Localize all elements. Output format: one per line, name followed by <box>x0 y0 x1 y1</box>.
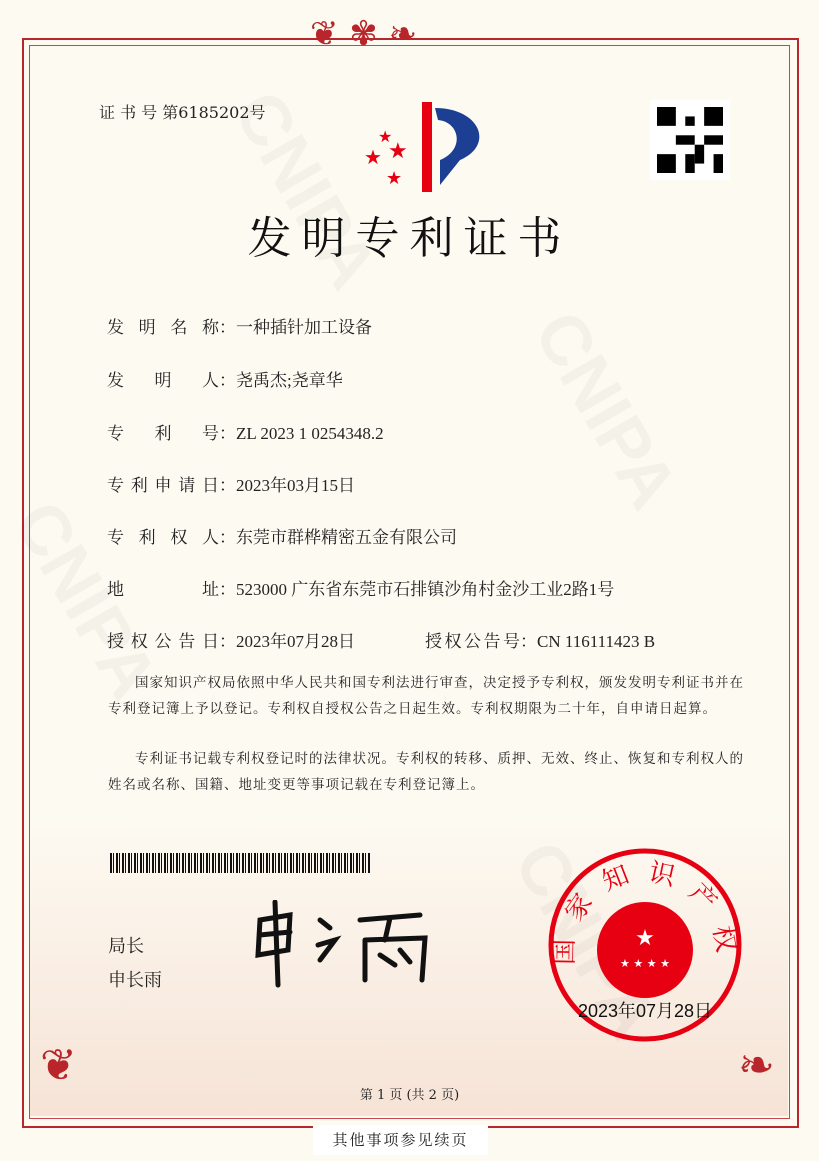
director-signature <box>250 900 440 994</box>
field-invention-name: 发明名称：一种插针加工设备 <box>107 313 372 338</box>
svg-text:★: ★ <box>388 139 408 164</box>
field-grant-number: 授权公告号：CN 116111423 B <box>425 627 655 652</box>
field-label: 地址 <box>107 580 219 600</box>
field-address: 地址：523000 广东省东莞市石排镇沙角村金沙工业2路1号 <box>107 575 614 600</box>
statement-paragraph: 专利证书记载专利权登记时的法律状况。专利权的转移、质押、无效、终止、恢复和专利权人的姓名或名称、国籍、地址变更等事项记载在专利登记簿上。 <box>108 751 744 793</box>
field-value: CN 116111423 B <box>537 632 656 651</box>
field-value: 2023年07月28日 <box>236 632 355 651</box>
qr-code[interactable] <box>650 100 730 180</box>
field-value: 东莞市群桦精密五金有限公司 <box>236 528 457 547</box>
field-label: 发明人 <box>107 371 219 391</box>
field-value: 523000 广东省东莞市石排镇沙角村金沙工业2路1号 <box>236 580 615 599</box>
field-label: 专利申请日 <box>107 476 219 496</box>
svg-text:★: ★ <box>378 127 393 146</box>
svg-text:★: ★ <box>386 168 403 189</box>
cnipa-logo-icon <box>360 100 490 199</box>
field-value: 2023年03月15日 <box>236 476 355 495</box>
field-patentee: 专利权人：东莞市群桦精密五金有限公司 <box>107 523 457 548</box>
field-grant-date: 授权公告日：2023年07月28日 <box>107 627 355 652</box>
director-name: 申长雨 <box>108 970 162 991</box>
field-label: 授权公告号 <box>425 632 520 652</box>
page-title: 发明专利证书 <box>247 213 572 264</box>
director-title: 局长 <box>108 936 144 957</box>
field-value: ZL 2023 1 0254348.2 <box>236 424 384 443</box>
svg-text:★: ★ <box>364 145 382 169</box>
field-value: 一种插针加工设备 <box>236 318 372 337</box>
corner-ornament-icon: ❧ <box>738 1040 775 1091</box>
seal-text: 国家知识产权 <box>549 857 741 966</box>
field-value: 尧禹杰;尧章华 <box>236 371 343 390</box>
top-ornament-icon: ❦ ✾ ❧ <box>310 14 418 54</box>
corner-ornament-icon: ❦ <box>40 1040 77 1091</box>
field-inventors: 发明人：尧禹杰;尧章华 <box>107 366 343 391</box>
official-seal <box>545 845 745 1049</box>
page-number: 第 1 页 (共 2 页) <box>359 1088 460 1103</box>
statement-paragraph: 国家知识产权局依照中华人民共和国专利法进行审查，决定授予专利权，颁发发明专利证书并在专利登记簿上予以登记。专利权自授权公告之日起生效。专利权期限为二十年，自申请日起算。 <box>108 675 744 717</box>
certificate-number: 证 书 号 第6185202号 <box>99 103 266 122</box>
field-label: 专利号 <box>107 424 219 444</box>
field-application-date: 专利申请日：2023年03月15日 <box>107 471 355 496</box>
seal-date: 2023年07月28日 <box>577 1001 713 1021</box>
field-label: 专利权人 <box>107 528 219 548</box>
svg-text:★: ★ <box>635 926 655 951</box>
barcode <box>110 853 370 873</box>
svg-text:★ ★ ★ ★: ★ ★ ★ ★ <box>620 957 670 970</box>
field-patent-number: 专利号：ZL 2023 1 0254348.2 <box>107 419 384 444</box>
field-label: 发明名称 <box>107 318 219 338</box>
continuation-note: 其他事项参见续页 <box>313 1125 488 1155</box>
field-label: 授权公告日 <box>107 632 219 652</box>
